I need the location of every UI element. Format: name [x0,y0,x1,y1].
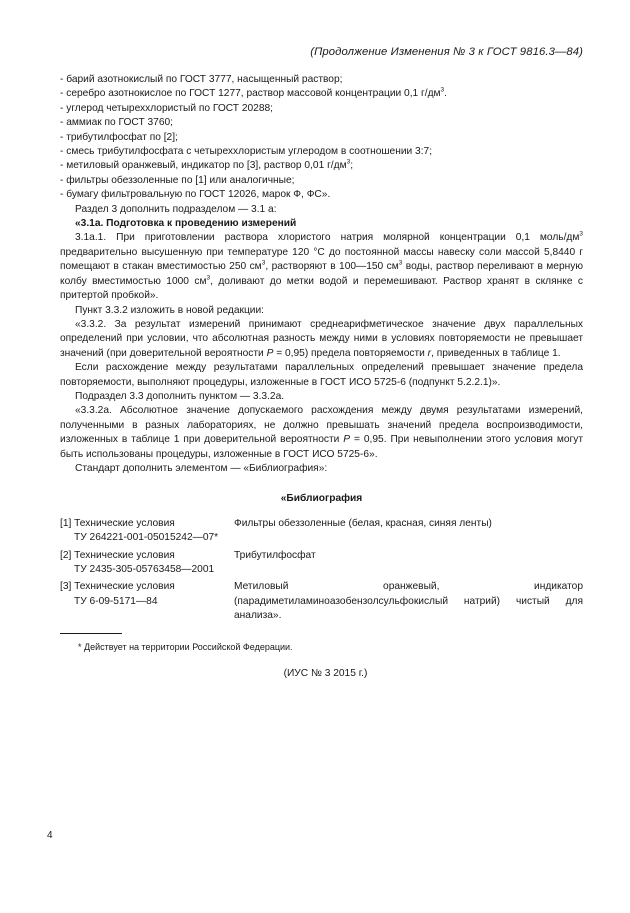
reagent-item: - углерод четыреххлористый по ГОСТ 20288; [60,102,274,114]
reagent-item: - смесь трибутилфосфата с четыреххлористым углеродом в соотношении 3:7; [60,146,433,158]
ius-reference: (ИУС № 3 2015 г.) [283,668,368,680]
paragraph-3-1a-1: 3.1а.1. При приготовлении раствора хлористого натрия молярной концентрации 0,1 моль/$дм^3$ предварительно высушенную при температуре 120 °С до постоянной массы навеску соли массой 5,8440 г помещают в стакан вместимостью 250 $см^3$, растворяют в 100—150 $см^3$ воды, раствор переливают в мерную колбу вместимостью 1000 $см^3$, доливают до метки водой и перемешивают. Раствор хранят в склянке с притертой пробкой». [60,231,583,302]
bib-ref: [3] Технические условия [60,581,175,593]
document-body [60,73,583,681]
reagent-item: - трибутилфосфат по [2]; [60,131,178,143]
section-title: «3.1а. Подготовка к проведению измерений [75,218,297,230]
bib-code: ТУ 6-09-5171—84 [74,595,158,607]
bibliography-entry [60,517,583,546]
bib-ref: [2] Технические условия [60,549,175,561]
bib-code: ТУ 264221-001-05015242—07* [74,532,219,544]
reagent-item: - метиловый оранжевый, индикатор по [3], раствор 0,01 $г/дм^3$; [60,159,354,172]
footnote: * Действует на территории Российской Федерации. [78,641,293,652]
amendment-instruction: Подраздел 3.3 дополнить пунктом — 3.3.2а. [75,390,285,402]
paragraph-3-3-2-cont: Если расхождение между результатами параллельных определений превышает значение предела повторяемости, выполняют процедуры, изложенные в ГОСТ ИСО 5725-6 (подпункт 5.2.2.1)». [60,362,583,388]
amendment-instruction: Раздел 3 дополнить подразделом — 3.1 а: [75,203,277,215]
reagent-item: - аммиак по ГОСТ 3760; [60,117,173,129]
bib-code: ТУ 2435-305-05763458—2001 [74,564,215,575]
reagent-item: - барий азотнокислый по ГОСТ 3777, насыщенный раствор; [60,74,343,85]
bib-ref: [1] Технические условия [60,517,175,529]
bibliography-entry [60,580,583,623]
page-header: (Продолжение Изменения № 3 к ГОСТ 9816.3—84) [310,46,583,58]
bib-description: Фильтры обеззоленные (белая, красная, синяя ленты) [234,517,492,529]
amendment-instruction: Стандарт дополнить элементом — «Библиография»: [75,462,328,474]
bibliography-title: «Библиография [280,493,363,505]
bib-description: Трибутилфосфат [234,549,316,561]
bib-description: Метиловый оранжевый, индикатор (парадиметиламиноазобензолсульфокислый натрий) чистый для анализа». [234,581,583,622]
bibliography-entry [60,549,583,578]
reagent-item: - фильтры обеззоленные по [1] или аналогичные; [60,174,295,186]
reagent-item: - серебро азотнокислое по ГОСТ 1277, раствор массовой концентрации 0,1 $г/дм^3$. [60,87,447,100]
paragraph-3-3-2a: «3.3.2а. Абсолютное значение допускаемого расхождения между двумя результатами измерений, полученными в разных лабораториях, не должно превышать значений предела воспроизводимости, изложенных в таблице 1 при доверительной вероятности Р = 0,95. При невыполнении этого условия могут быть использованы процедуры, изложенные в ГОСТ ИСО 5725-6». [60,405,583,460]
footnote-separator [60,633,122,634]
paragraph-3-3-2: «3.3.2. За результат измерений принимают среднеарифметическое значение двух параллельных определений при условии, что абсолютная разность между ними в условиях повторяемости не превышает значений (при доверительной вероятности Р = 0,95) предела повторяемости r, приведенных в таблице 1. [60,318,583,359]
page-number: 4 [47,830,53,841]
amendment-instruction: Пункт 3.3.2 изложить в новой редакции: [75,304,265,316]
reagent-item: - бумагу фильтровальную по ГОСТ 12026, марок Ф, ФС». [60,189,331,201]
